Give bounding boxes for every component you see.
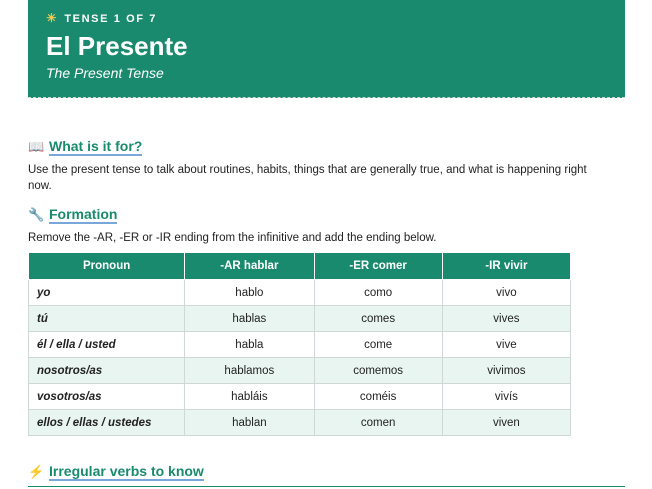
table-cell: vive [442, 332, 570, 358]
table-row [29, 358, 571, 384]
section-divider [28, 486, 625, 487]
page-header [28, 0, 625, 98]
table-cell: habláis [185, 384, 314, 410]
pronoun-cell: tú [29, 306, 185, 332]
formation-paragraph: Remove the -AR, -ER or -IR ending from the infinitive and add the ending below. [28, 232, 437, 244]
table-cell: hablan [185, 410, 314, 436]
table-cell: coméis [314, 384, 442, 410]
table-cell: vives [442, 306, 570, 332]
table-row [29, 306, 571, 332]
heading-text: What is it for? [49, 138, 143, 154]
page-subtitle: The Present Tense [46, 65, 164, 81]
column-header: Pronoun [29, 253, 185, 280]
title-text: El Presente [46, 31, 188, 61]
column-header: -ER comer [314, 253, 442, 280]
table-cell: hablas [185, 306, 314, 332]
kicker-text: TENSE 1 OF 7 [64, 13, 157, 25]
column-header: -AR hablar [185, 253, 314, 280]
table-cell: hablamos [185, 358, 314, 384]
what-for-paragraph: Use the present tense to talk about routines, habits, things that are generally true, and what is happening right now. [28, 164, 587, 192]
pronoun-cell: yo [29, 280, 185, 306]
table-header-row [29, 253, 571, 280]
table-cell: vivimos [442, 358, 570, 384]
sun-icon: ☀ [46, 11, 59, 25]
pronoun-cell: nosotros/as [29, 358, 185, 384]
table-cell: comen [314, 410, 442, 436]
pronoun-cell: ellos / ellas / ustedes [29, 410, 185, 436]
heading-text: Irregular verbs to know [49, 463, 204, 479]
tense-kicker [46, 11, 157, 25]
page-title [46, 31, 188, 62]
table-cell: comes [314, 306, 442, 332]
pronoun-cell: vosotros/as [29, 384, 185, 410]
column-header: -IR vivir [442, 253, 570, 280]
table-cell: como [314, 280, 442, 306]
wrench-icon: 🔧 [28, 207, 45, 222]
section-heading-formation [28, 206, 117, 224]
table-cell: vivís [442, 384, 570, 410]
lightning-icon: ⚡ [28, 464, 45, 479]
table-row [29, 280, 571, 306]
table-cell: vivo [442, 280, 570, 306]
table-cell: comemos [314, 358, 442, 384]
table-cell: habla [185, 332, 314, 358]
section-heading-what-for [28, 138, 142, 156]
table-cell: come [314, 332, 442, 358]
table-cell: hablo [185, 280, 314, 306]
table-cell: viven [442, 410, 570, 436]
book-icon: 📖 [28, 139, 45, 154]
section-heading-irregular [28, 463, 204, 481]
table-row [29, 410, 571, 436]
heading-text: Formation [49, 206, 118, 222]
table-row [29, 332, 571, 358]
table-row [29, 384, 571, 410]
pronoun-cell: él / ella / usted [29, 332, 185, 358]
conjugation-table [28, 252, 571, 436]
